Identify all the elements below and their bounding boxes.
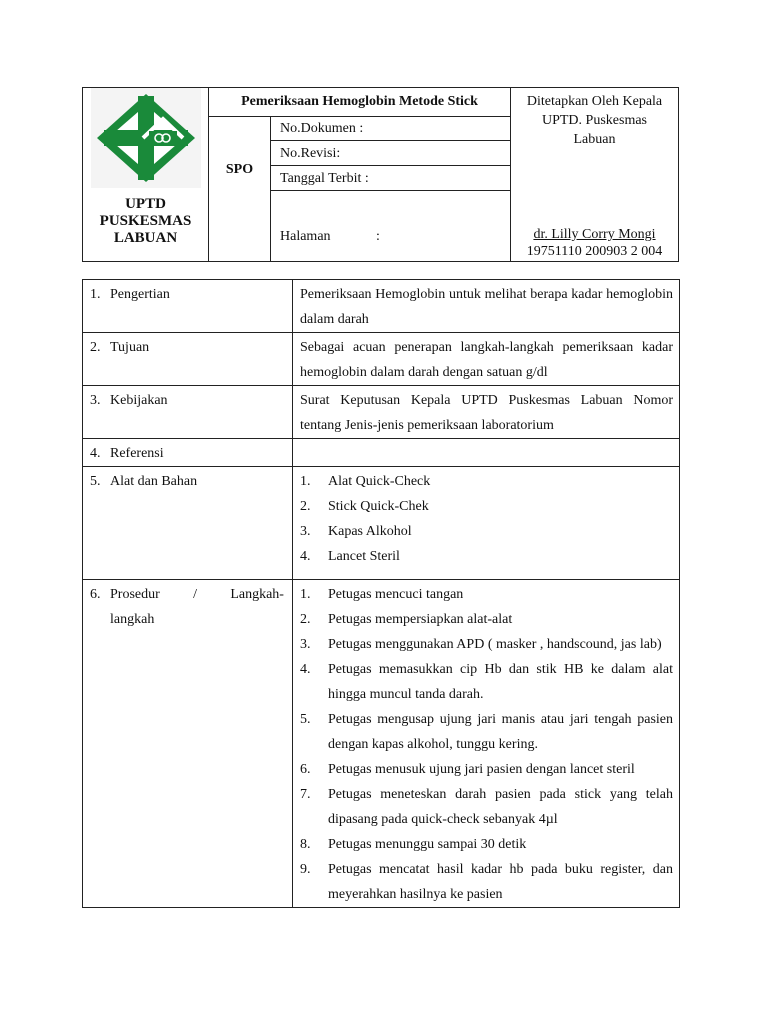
tanggal-terbit-field: Tanggal Terbit : (271, 166, 510, 191)
table-row (83, 580, 680, 908)
item-number: 7. (300, 787, 311, 802)
list-item (300, 469, 673, 494)
item-number: 2. (300, 499, 311, 514)
halaman-colon: : (376, 229, 380, 244)
item-number: 1. (300, 474, 311, 489)
row-number: 5. (90, 474, 101, 489)
row-number: 2. (90, 340, 101, 355)
item-text: Petugas mempersiapkan alat-alat (328, 612, 513, 627)
puskesmas-logo-icon (91, 88, 201, 188)
item-text: Kapas Alkohol (328, 524, 412, 539)
list-item (300, 657, 673, 707)
item-number: 8. (300, 837, 311, 852)
table-row (83, 333, 680, 386)
row-label (83, 439, 293, 467)
row-label-text (110, 582, 284, 632)
list-item (300, 857, 673, 907)
row-content (293, 439, 680, 467)
item-text: Petugas mencuci tangan (328, 587, 464, 602)
label-word: / (193, 587, 197, 602)
item-text: Petugas mengusap ujung jari manis atau jari tengah pasien dengan kapas alkohol, tunggu kering. (328, 712, 673, 752)
row-label (83, 386, 293, 439)
row-content (293, 580, 680, 908)
row-content: Sebagai acuan penerapan langkah-langkah pemeriksaan kadar hemoglobin dalam darah dengan satuan g/dl (293, 333, 680, 386)
no-dokumen-field: No.Dokumen : (271, 116, 510, 141)
list-item (300, 494, 673, 519)
table-row (83, 280, 680, 333)
row-label (83, 580, 293, 908)
row-content (293, 467, 680, 580)
item-number: 6. (300, 762, 311, 777)
item-text: Petugas memasukkan cip Hb dan stik HB ke dalam alat hingga muncul tanda darah. (328, 662, 673, 702)
table-row (83, 386, 680, 439)
item-number: 9. (300, 862, 311, 877)
row-number: 4. (90, 446, 101, 461)
row-content: Surat Keputusan Kepala UPTD Puskesmas Labuan Nomor tentang Jenis-jenis pemeriksaan laboratorium (293, 386, 680, 439)
halaman-field (271, 191, 510, 261)
institution-line-1: UPTD (125, 196, 166, 212)
row-label-text: Kebijakan (110, 393, 168, 408)
row-label-text: Pengertian (110, 287, 170, 302)
equipment-list (300, 469, 673, 569)
row-number: 3. (90, 393, 101, 408)
institution-line-2: PUSKESMAS (99, 213, 192, 229)
institution-line-3: LABUAN (113, 230, 178, 246)
item-text: Stick Quick-Chek (328, 499, 429, 514)
label-line-2: langkah (110, 612, 155, 627)
item-text: Petugas meneteskan darah pasien pada stick yang telah dipasang pada quick-check sebanyak 4µl (328, 787, 673, 827)
table-row (83, 467, 680, 580)
spo-label: SPO (209, 116, 271, 261)
signer-nip: 19751110 200903 2 004 (526, 244, 663, 259)
row-label (83, 280, 293, 333)
item-number: 1. (300, 587, 311, 602)
row-label (83, 333, 293, 386)
item-number: 2. (300, 612, 311, 627)
item-text: Petugas menusuk ujung jari pasien dengan lancet steril (328, 762, 635, 777)
list-item (300, 707, 673, 757)
list-item (300, 757, 673, 782)
list-item (300, 632, 673, 657)
row-label-text: Tujuan (110, 340, 150, 355)
item-text: Alat Quick-Check (328, 474, 431, 489)
row-label-text: Referensi (110, 446, 164, 461)
document-info-cell (209, 88, 511, 261)
institution-name (83, 196, 208, 247)
table-row (83, 439, 680, 467)
row-number: 6. (90, 587, 101, 602)
list-item (300, 582, 673, 607)
item-text: Petugas menunggu sampai 30 detik (328, 837, 527, 852)
item-number: 5. (300, 712, 311, 727)
item-number: 3. (300, 524, 311, 539)
approved-by (511, 92, 678, 149)
list-item (300, 782, 673, 832)
item-text: Lancet Steril (328, 549, 400, 564)
no-revisi-field: No.Revisi: (271, 141, 510, 166)
list-item (300, 544, 673, 569)
label-word: Prosedur (110, 587, 160, 602)
label-line-1 (110, 582, 284, 607)
signer-block (511, 226, 678, 260)
list-item (300, 519, 673, 544)
header-table (82, 87, 679, 262)
list-item (300, 832, 673, 857)
item-number: 3. (300, 637, 311, 652)
approved-line-3: Labuan (573, 132, 616, 147)
row-number: 1. (90, 287, 101, 302)
row-label-text: Alat dan Bahan (110, 474, 198, 489)
item-number: 4. (300, 549, 311, 564)
procedure-table (82, 279, 680, 908)
item-text: Petugas mencatat hasil kadar hb pada buku register, dan meyerahkan hasilnya ke pasien (328, 862, 673, 902)
approved-line-2: UPTD. Puskesmas (541, 113, 647, 128)
approval-cell (511, 88, 678, 261)
approved-line-1: Ditetapkan Oleh Kepala (526, 94, 663, 109)
row-content: Pemeriksaan Hemoglobin untuk melihat berapa kadar hemoglobin dalam darah (293, 280, 680, 333)
halaman-label: Halaman (280, 229, 331, 244)
label-word: Langkah- (230, 587, 284, 602)
item-number: 4. (300, 662, 311, 677)
row-label (83, 467, 293, 580)
procedure-steps (300, 582, 673, 907)
logo-cell (83, 88, 209, 261)
list-item (300, 607, 673, 632)
item-text: Petugas menggunakan APD ( masker , handscound, jas lab) (328, 637, 662, 652)
signer-name: dr. Lilly Corry Mongi (533, 227, 656, 242)
document-title: Pemeriksaan Hemoglobin Metode Stick (209, 88, 510, 117)
